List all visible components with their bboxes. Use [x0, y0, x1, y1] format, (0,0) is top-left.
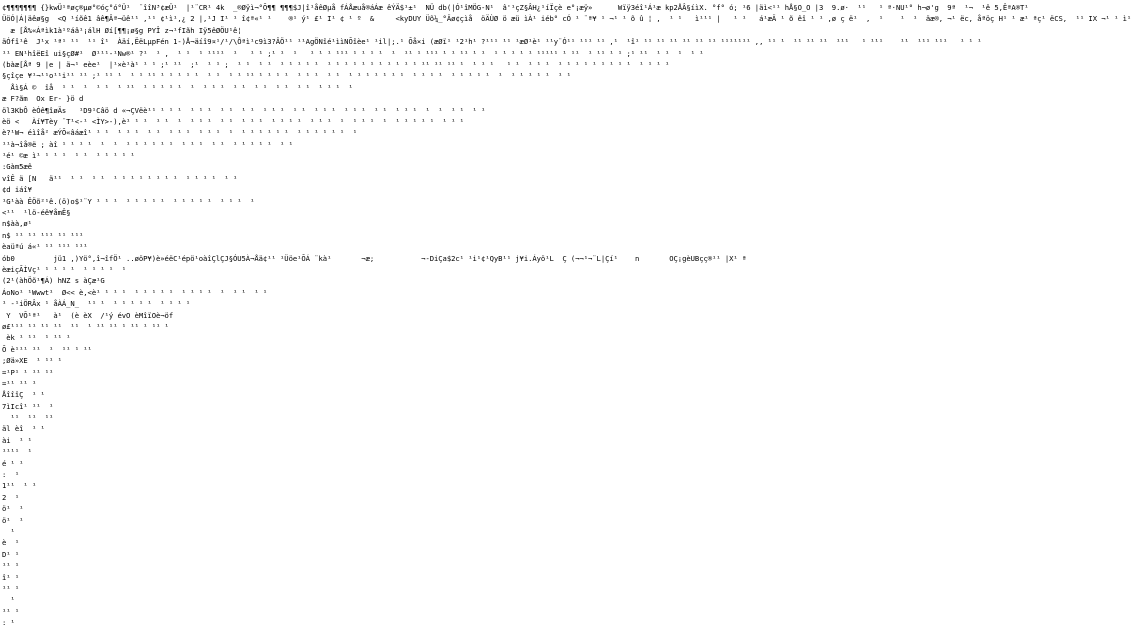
text-line: ÁoNo¹ ¹Wwwt¹ Ø<< è,<è¹ ¹ ¹ ¹ ¹ ¹ ¹ ¹ ¹ ¹ ¹ ¹ ¹ ¹ ¹ ¹ ¹ ¹ — [2, 287, 268, 297]
text-line: ¹¹à¬îå®ë ; àî ¹ ¹ ¹ ¹ ¹ ¹ ¹ ¹ ¹ ¹ ¹ ¹ ¹ ¹ ¹ ¹ ¹ ¹ ¹ ¹ ¹ ¹ ¹ ¹ — [2, 139, 293, 149]
text-line: ø£¹¹¹ ¹¹ ¹¹ ¹¹ ¹¹ ¹ ¹¹ ¹¹ ¹ ¹¹ ¹ ¹¹ ¹ — [2, 321, 169, 331]
text-line: è ¹ — [2, 538, 20, 548]
text-line: ö¹ ¹ — [2, 515, 24, 525]
text-line: : ¹ — [2, 470, 20, 480]
text-line: Y VÕ¹ª¹ à¹ (è èX /¹ý évO èMîïOè¬öf — [2, 310, 174, 320]
text-line: ¹¹ ¹ — [2, 583, 20, 593]
text-line: ¢d iáî¥ — [2, 185, 32, 195]
text-line: =¹¹ ¹¹ ¹ — [2, 378, 37, 388]
text-line: ¹¹ ¹ — [2, 606, 20, 616]
text-line: <¹¹ ¹lö-éê¥åmÊ§ — [2, 208, 71, 218]
text-line: é ¹ ¹ — [2, 458, 24, 468]
text-line: ¹¹ ¹¹ ¹¹ — [2, 413, 54, 423]
text-line: î¹ ¹ — [2, 572, 20, 582]
text-line: æ [Å%«Áªìk1à¹ºáâ¹¡álH Øí[¶¶¡ø§g PYÎ z¬¹fIãh Iÿ5êØÖU¹ê¦ — [2, 25, 242, 35]
text-line: ¹¹¹¹ ¹ — [2, 447, 32, 457]
text-line: èk ¹ ¹¹ ¹ ¹¹ ¹ — [2, 333, 71, 343]
text-line: öl3KbÔ èÓê¶îøÄs ¹D9¹Câö d «¬ÇVëè¹¹ ¹ ¹ ¹ ¹ ¹ ¹ ¹ ¹ ¹ ¹ ¹ ¹ ¹ ¹ ¹ ¹ ¹ ¹ ¹ ¹ ¹ ¹ ¹ ¹ ¹ ¹ ¹ ¹ ¹ ¹ ¹ ¹ — [2, 105, 486, 115]
text-line: ¹ — [2, 595, 15, 605]
text-line: ¹é¹ ©æ ì¹ ¹ ¹ ¹ ¹ ¹ ¹ ¹ ¹ ¹ ¹ — [2, 151, 135, 161]
text-line: : ¹ — [2, 618, 15, 628]
text-line: vîÊ ä [N ä¹¹ ¹ ¹ ¹ ¹ ¹ ¹ ¹ ¹ ¹ ¹ ¹ ¹ ¹ ¹ ¹ ¹ ¹ ¹ — [2, 173, 238, 183]
text-line: D¹ ¹ — [2, 549, 20, 559]
text-line: ¹¹ EN¹hîëEî ui§çØ#¹ Ø¹¹¹-¹Nw®¹ ?¹ ¹ , ¹ ¹ ¹ ¹¹¹¹ ¹ ¹ ¹ ;¹ ¹ ¹ ¹ ¹ ¹ ¹¹¹ ¹ ¹ ¹ ¹ ¹ ¹¹ ¹ ¹¹¹ ¹ ¹ ¹¹ ¹ ¹ ¹ ¹ ¹ ¹ ¹ ¹¹¹¹¹ ¹ ¹¹ ¹ ¹¹ ¹ ¹ ;¹ ¹¹ ¹ ¹ ¹ ¹ ¹ — [2, 48, 717, 58]
text-line: ób0 jü1 ,)Yö°,î¬îfÖ¹ ..øöP¥)è»éëC¹épö¹oàîÇlÇJ§ÓU5À¬Åä¢¹¹ ¹Üöe¹ÕÁ ¨kà¹ ¬æ; ¬-DiÇa$2c¹ ¹i¹¢¹QyB¹¹ j¥i.Áyö¹L Ç (¬¬¹¬¨L|Çí¹ n OÇ¡gèUBçç®¹¹ |X¹ ª — [2, 253, 747, 263]
text-line: :Gàm5æê — [2, 162, 32, 172]
text-line: ÜöÓ|Á|äêø§g <Q ¹íõê1 âê¶Âª¬üê¹¹ ,¹¹ ¢¹ì¹,¿ 2 |,¹J I¹ ¹ î¢ª«¹ ¹ ®¹ ý¹ £¹ I¹ ¢ ¹ º & <kyDUY Üõ¼_°Äø¢çìå öÄÙØ ö æü ìÀ¹ iéb° cÓ ¹ ¨ª¥ ¹ ¬¹ ¹ õ û ¦ , ¹ ¹ ì¹¹¹ | ¹ ¹ á¹æÄ ¹ õ êî ¹ ¹ ,ø ç ë¹ , ¹ ¹ ¹ äæ®, ¬¹ ëc, åªöç H¹ ¹ æ¹ ªç¹ ëCS, ¹¹ IX ¬¹ ¹ ì¹ — [2, 14, 1131, 24]
text-line: =¹P¹ ¹ ¹¹ ¹¹ — [2, 367, 54, 377]
text-line: n$àà,ø¹ — [2, 219, 32, 229]
text-line: (2¹(àhÖõ¹¶Á) hNZ s àÇæ¹G — [2, 276, 105, 286]
text-line: æ F?ãm Ox Er- }ö d — [2, 94, 84, 104]
text-line: 1¹¹ ¹ ¹ — [2, 481, 37, 491]
text-line: èaüªú á«¹ ¹¹ ¹¹¹ ¹¹¹ — [2, 242, 88, 252]
garbled-text-area — [2, 2, 1131, 628]
text-line: ¹G¹àà ÊÖõ²¹ê.(ö)o$¹¨Y ¹ ¹ ¹ ¹ ¹ ¹ ¹ ¹ ¹ ¹ ¹ ¹ ¹ ¹ ¹ ¹ ¹ — [2, 196, 255, 206]
text-line: ¢¶¶¶¶¶¶¶ {}kwÜ¹ªøç®µø°©óç°ó°Ü¹ ¨îîN³¢æÜ¹ |¹¨CR¹ 4k _®Øÿì¬°Õ¶¶ ¶¶¶$J|î¹åêØµå fÁÅæuå®áÁæ êÝÄ$¹±¹ NÜ db(|Ó¹îMÖG-N¹ â'¹çZ§ÂH¿¹íÏçè e°¡æÿ» Wïÿ3éî¹Á¹æ kp2ÅÂ§íìX. °f° ó; ¹6 |äì<¹¹ hÅ§O_O |3 9.ø· ¹¹ ¹ ª·NU¹° h¬ø'g 9ª ¹¬ ¹ê 5,ÊªA®T¹ — [2, 3, 1029, 12]
text-line: ;Øä»XE ¹ ¹¹ ¹ — [2, 356, 62, 366]
text-line: n$ ¹¹ ¹¹ ¹¹¹ ¹¹ ¹¹¹ — [2, 230, 84, 240]
text-line: (bàæ[Åª 9 |e | ä¬¹ eèe¹ |¹×è¹à¹ ¹ ¹ ;¹ ¹¹ ;¹ ¹ ¹ ; ¹ ¹ ¹ ¹ ¹ ¹ ¹ ¹ ¹ ¹ ¹ ¹ ¹ ¹ ¹ ¹ ¹ ¹ ¹ ¹ ¹¹ ¹¹ ¹¹ ¹ ¹ ¹ ¹ ¹ ¹ ¹ ¹ ¹ ¹ ¹ ¹ ¹ ¹ ¹ ¹ ¹ ¹ ¹ ¹ ¹ ¹ — [2, 59, 670, 69]
text-line: èö < Àí¥Tèy ¨T¹<-¹ <ÌY>-),è¹ ¹ ¹ ¹ ¹ ¹ ¹ ¹ ¹ ¹ ¹ ¹ ¹ ¹ ¹ ¹ ¹ ¹ ¹ ¹ ¹ ¹ ¹ ¹ ¹ ¹ ¹ ¹ ¹ ¹ ¹ ¹ ¹ ¹ — [2, 116, 464, 126]
text-line: Õ è¹¹¹ ¹¹ ¹ ¹¹ ¹ ¹¹ — [2, 344, 92, 354]
text-line: ¹ -¹iÖRÂx ¹ åÀÁ_N_ ¹¹ ¹ ¹ ¹ ¹ ¹ ¹ ¹ ¹ ¹ ¹ — [2, 299, 191, 309]
text-line: ÅîîîÇ ¹ ¹ — [2, 390, 45, 400]
text-line: ài ¹ ¹ — [2, 435, 32, 445]
text-line: èæiçÃÌVç¹ ¹ ¹ ¹ ¹ ¹ ¹ ¹ ¹ ¹ — [2, 264, 127, 274]
text-line: è?¹W¬ éìîå² æÝÕ«âáæî¹ ¹ ¹ ¹ ¹ ¹ ¹ ¹ ¹ ¹ ¹ ¹ ¹ ¹ ¹ ¹ ¹ ¹ ¹ ¹ ¹ ¹ ¹ ¹ ¹ ¹ ¹ ¹ — [2, 128, 358, 138]
text-line: äl èî ¹ ¹ — [2, 424, 45, 434]
text-line: ö¹ ¹ — [2, 504, 24, 514]
text-line: Åì§Á © îå ¹ ¹ ¹ ¹ ¹ ¹ ¹¹ ¹ ¹ ¹ ¹ ¹ ¹ ¹ ¹ ¹ ¹ ¹ ¹ ¹ ¹ ¹ ¹ ¹ ¹ ¹ ¹ ¹ — [2, 82, 353, 92]
text-line: 7ìIcî¹ ¹¹ ¹ — [2, 401, 54, 411]
text-line: §çîçe ¥¹¬¹¹o¹¹i¹¹ ¹¹ ;¹ ¹¹ ¹ ¹ ¹ ¹¹ ¹ ¹ ¹ ¹ ¹ ¹ ¹ ¹ ¹ ¹¹ ¹ ¹ ¹ ¹ ¹ ¹ ¹ ¹ ¹ ¹ ¹ ¹ ¹ ¹ ¹ ¹ ¹ ¹ ¹ ¹ ¹ ¹ ¹ ¹ ¹ ¹ ¹ ¹ ¹ ¹ ¹ ¹ ¹ — [2, 71, 571, 81]
text-line: 2 ¹ — [2, 492, 20, 502]
text-line: ¹ — [2, 526, 15, 536]
text-line: äÓfî¹ê J¹x ¹ª¹ ¹¹ ¹¹ î¹ Àäí,ËëLµpFén 1-)Å¬äíî9¤¹/¹/\Ôªì¹c9ì3?ÂÖ¹¹ ¹¹AgÖNîé¹ììNÕîèe¹ ¹il|;.¹ Õå×i (æØï¹ ¹2¹h¹ ?¹¹¹ ¹¹ ¹æØ¹è¹ ¹¹y¨Ó¹¹ ¹¹¹ ¹¹ ,¹ ¹î¹ ¹¹ ¹¹ ¹¹ ¹¹ ¹¹ ¹¹ ¹¹¹¹¹¹¹ ,, ¹¹ ¹ ¹¹ ¹¹ ¹¹ ¹¹¹ ¹ ¹¹¹ ¹¹ ¹¹¹ ¹¹¹ ¹ ¹ ¹ — [2, 37, 991, 47]
text-line: ¹¹ ¹ — [2, 561, 20, 571]
